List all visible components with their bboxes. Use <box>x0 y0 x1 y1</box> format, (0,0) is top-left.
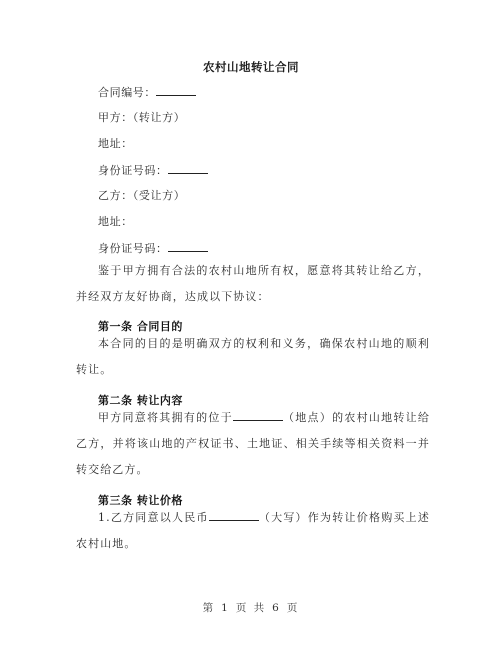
article-3-item-1 <box>76 505 430 557</box>
party-b-id-field <box>98 241 208 256</box>
article-3-item-1-start: 1.乙方同意以人民币 <box>98 511 209 524</box>
party-b-address-field <box>98 215 133 229</box>
price-blank <box>209 510 259 521</box>
page-footer <box>0 600 502 615</box>
article-3-item-1-end: （大写）作为转让价格购买上述农村山地。 <box>76 511 431 550</box>
page-suffix: 页 <box>286 602 300 614</box>
article-1-heading: 第一条 合同目的 <box>98 320 183 333</box>
contract-number-blank <box>156 85 196 96</box>
party-a-id-label: 身份证号码： <box>98 164 168 177</box>
page-total: 6 <box>272 602 281 614</box>
party-b-id-label: 身份证号码： <box>98 242 168 255</box>
party-b-field <box>98 189 185 203</box>
location-blank <box>233 410 283 421</box>
document-title: 农村山地转让合同 <box>203 60 299 74</box>
party-a-address-label: 地址： <box>98 137 133 150</box>
page-current: 1 <box>221 602 230 614</box>
party-a-address-field <box>98 137 133 151</box>
preamble-paragraph: 鉴于甲方拥有合法的农村山地所有权，愿意将其转让给乙方，并经双方友好协商，达成以下协议： <box>76 264 430 303</box>
article-2-body <box>76 405 430 483</box>
party-a-id-field <box>98 163 208 178</box>
contract-number-label: 合同编号： <box>98 86 156 99</box>
page-prefix: 第 <box>202 602 216 614</box>
article-2-heading: 第二条 转让内容 <box>98 394 183 407</box>
party-b-label: 乙方：（受让方） <box>98 189 186 202</box>
article-2-body-end: （地点）的农村山地转让给乙方，并将该山地的产权证书、土地证、相关手续等相关资料一并转交给乙方。 <box>76 411 430 476</box>
party-b-address-label: 地址： <box>98 215 133 228</box>
party-a-field <box>98 111 185 125</box>
party-b-id-blank <box>168 241 208 252</box>
contract-number-field <box>98 85 196 100</box>
article-3-heading: 第三条 转让价格 <box>98 494 183 507</box>
article-2-body-start: 甲方同意将其拥有的位于 <box>98 411 233 424</box>
party-a-id-blank <box>168 163 208 174</box>
party-a-label: 甲方：（转让方） <box>98 111 186 124</box>
page-mid: 页 共 <box>235 602 267 614</box>
article-1-body: 本合同的目的是明确双方的权利和义务，确保农村山地的顺利转让。 <box>76 337 430 376</box>
